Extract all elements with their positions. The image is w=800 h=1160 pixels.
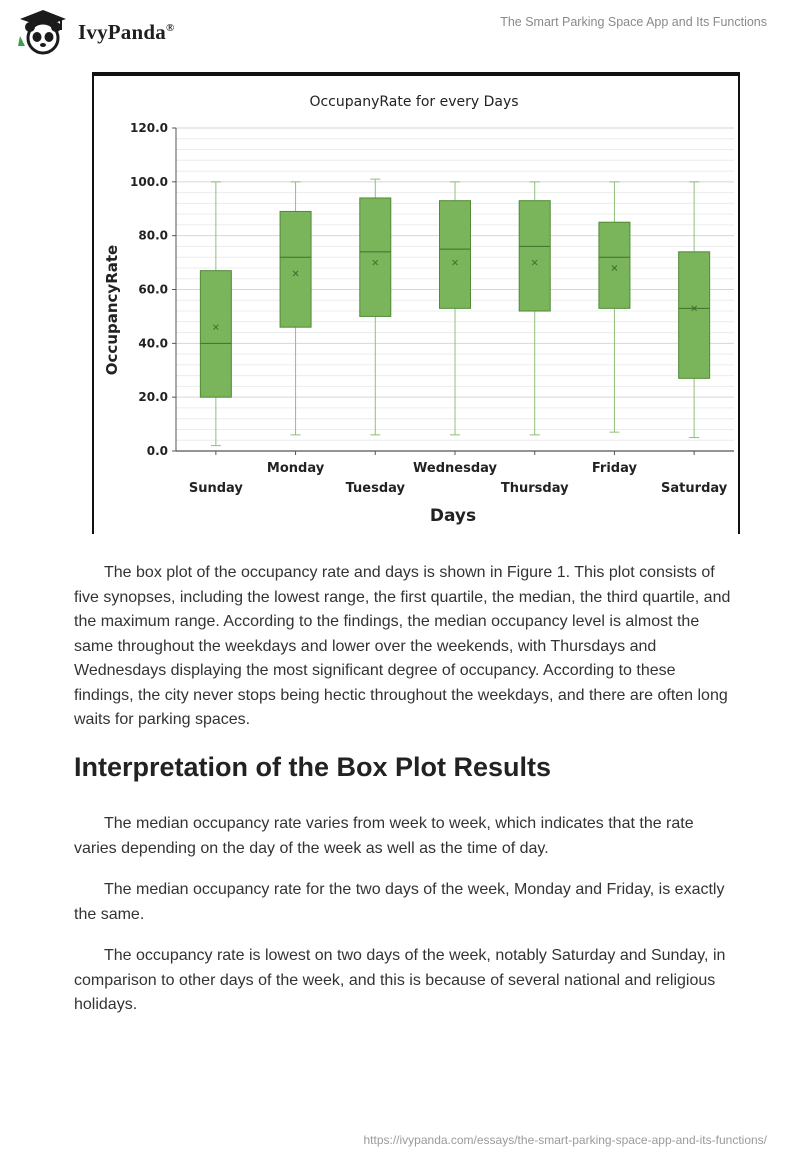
x-tick-label-thursday: Thursday: [500, 481, 569, 496]
brand-name[interactable]: IvyPanda®: [78, 20, 175, 44]
paragraph-weekend-lowest: The occupancy rate is lowest on two days of the week, notably Saturday and Sunday, in comparison to other days of the week, and this is because of several national and religious holidays.: [74, 947, 726, 1013]
page-header: [0, 0, 800, 60]
box-iqr: [280, 211, 311, 327]
box-iqr: [599, 222, 630, 308]
box-plot-chart: [94, 76, 738, 534]
x-tick-label-sunday: Sunday: [188, 481, 243, 496]
y-tick-label: 0.0: [146, 444, 168, 458]
x-tick-label-wednesday: Wednesday: [413, 461, 497, 476]
y-tick-label: 40.0: [138, 336, 168, 351]
y-tick-label: 60.0: [138, 282, 168, 297]
box-iqr: [679, 252, 710, 379]
box-saturday: [679, 182, 710, 438]
figure-box-plot: [92, 72, 740, 534]
box-tuesday: [360, 179, 391, 435]
paragraph-figure-description: The box plot of the occupancy rate and days is shown in Figure 1. This plot consists of five synopses, including the lowest range, the first quartile, the median, the third quartile, and the maximum range. According to the findings, the median occupancy level is almost the same throughout the weekdays and lower over the weekends, with Thursdays and Wednesdays displaying the most significant degree of occupancy. According to these findings, the city never stops being hectic throughout the weekdays, and there are often long waits for parking spaces.: [74, 564, 731, 728]
x-axis-label: Days: [429, 506, 477, 526]
y-axis-label: OccupancyRate: [103, 244, 121, 376]
x-tick-label-saturday: Saturday: [661, 481, 728, 496]
x-tick-label-tuesday: Tuesday: [345, 481, 405, 496]
section-heading: Interpretation of the Box Plot Results: [74, 752, 552, 782]
y-tick-label: 100.0: [130, 174, 168, 189]
x-tick-label-monday: Monday: [266, 461, 325, 476]
panda-logo-icon[interactable]: [16, 8, 70, 56]
source-url-link[interactable]: https://ivypanda.com/essays/the-smart-parking-space-app-and-its-functions/: [363, 1133, 767, 1147]
paragraph-monday-friday: The median occupancy rate for the two days of the week, Monday and Friday, is exactly the same.: [74, 881, 725, 923]
chart-title: OccupanyRate for every Days: [309, 94, 519, 110]
box-iqr: [200, 271, 231, 398]
box-iqr: [519, 201, 550, 311]
paragraph-median-variation: The median occupancy rate varies from week to week, which indicates that the rate varies depending on the day of the week as well as the time of day.: [74, 815, 694, 857]
box-iqr: [360, 198, 391, 316]
document-title: The Smart Parking Space App and Its Functions: [500, 15, 767, 29]
x-tick-label-friday: Friday: [591, 461, 637, 476]
y-tick-label: 120.0: [130, 121, 168, 135]
y-tick-label: 80.0: [138, 228, 168, 243]
box-sunday: [200, 182, 231, 446]
box-iqr: [440, 201, 471, 309]
y-tick-label: 20.0: [138, 390, 168, 405]
box-friday: [599, 182, 630, 432]
